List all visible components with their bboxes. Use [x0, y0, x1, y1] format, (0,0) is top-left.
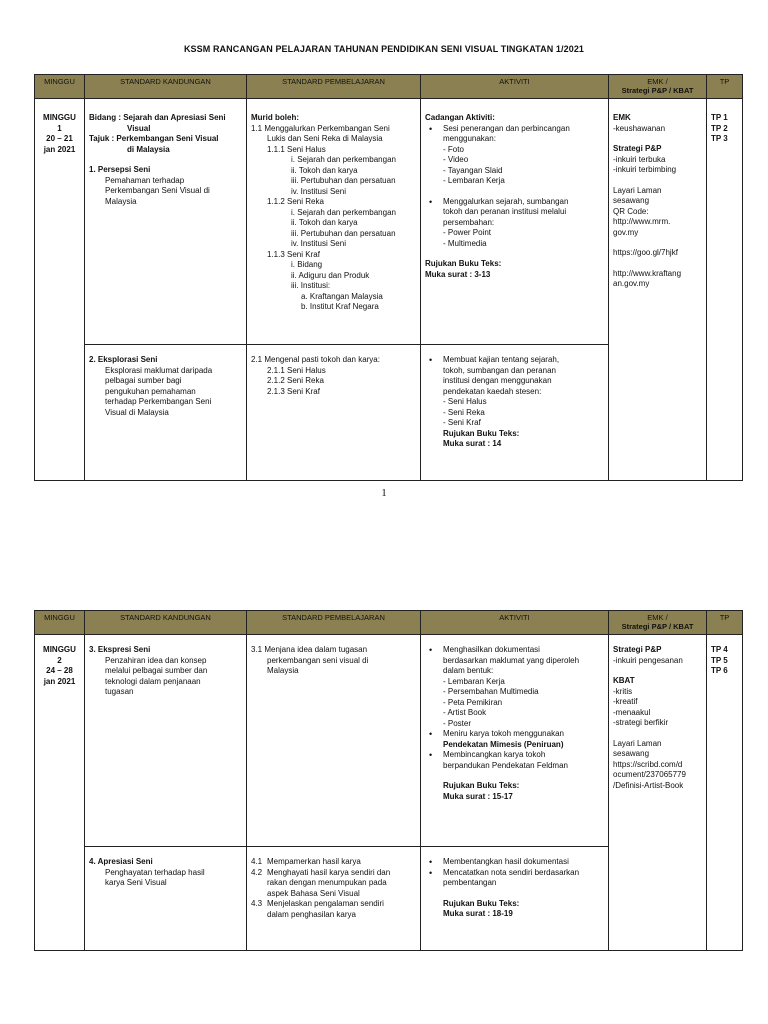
- emk-line: -kritis: [613, 686, 633, 696]
- emk-line: -inkuiri terbuka: [613, 154, 666, 164]
- emk-line: gov.my: [613, 227, 639, 237]
- item-text: Mempamerkan hasil karya: [267, 857, 361, 866]
- spacer: [613, 259, 702, 269]
- list-item: • Membentangkan hasil dokumentasi: [425, 857, 604, 868]
- list-item: [251, 857, 416, 868]
- emk-cell: [609, 99, 707, 481]
- standard-kandungan-cell: 4. Apresiasi Seni Penghayatan terhadap hasil karya Seni Visual: [85, 847, 247, 951]
- emk-line: Layari Laman: [613, 738, 662, 748]
- header-aktiviti: AKTIVITI: [421, 75, 609, 99]
- header-emk: EMK / Strategi P&P / KBAT: [609, 611, 707, 635]
- header-minggu: MINGGU: [35, 75, 85, 99]
- week-cell: MINGGU 2 24 – 28 jan 2021: [35, 635, 85, 951]
- emk-line: -inkuiri pengesanan: [613, 655, 683, 665]
- header-row: [35, 75, 743, 99]
- page-number: 1: [381, 487, 387, 499]
- header-row: [35, 611, 743, 635]
- list-item: • Membuat kajian tentang sejarah, tokoh, sumbangan dan peranan institusi dengan menggunakan pendekatan kaedah stesen: - Seni Halus - Seni Reka - Seni Kraf Rujukan Buku Teks: Muka surat : 14: [425, 355, 604, 450]
- spacer: [613, 238, 702, 248]
- week-cell: MINGGU 1 20 – 21 jan 2021: [35, 99, 85, 481]
- emk-line: sesawang: [613, 196, 650, 205]
- standard-kandungan-cell: 3. Ekspresi Seni Penzahiran idea dan konsep melalui pelbagai sumber dan teknologi dalam penjanaan tugasan: [85, 635, 247, 847]
- emk-line: /Definisi-Artist-Book: [613, 780, 684, 790]
- list-item: • Sesi penerangan dan perbincangan menggunakan: - Foto - Video - Tayangan Slaid - Lembaran Kerja: [425, 124, 604, 187]
- emk-line: https://goo.gl/7hjkf: [613, 248, 678, 257]
- list-item: [251, 899, 416, 920]
- emk-line: https://scribd.com/d: [613, 759, 683, 769]
- list-item: • Mencatatkan nota sendiri berdasarkan pembentangan: [425, 868, 604, 889]
- header-tp: TP: [707, 75, 743, 99]
- emk-line: an.gov.my: [613, 279, 650, 288]
- emk-line: Strategi P&P: [613, 144, 662, 153]
- emk-cell: [609, 635, 707, 951]
- standard-pembelajaran-cell: [247, 847, 421, 951]
- emk-line: Strategi P&P: [613, 645, 662, 654]
- list-item: • Meniru karya tokoh menggunakan Pendekatan Mimesis (Peniruan): [425, 729, 604, 750]
- emk-line: -keushawanan: [613, 123, 666, 133]
- spacer: [613, 176, 702, 186]
- standard-pembelajaran-cell: 2.1 Mengenal pasti tokoh dan karya: 2.1.1 Seni Halus 2.1.2 Seni Reka 2.1.3 Seni Kraf: [247, 345, 421, 481]
- item-text: dalam penghasilan karya: [267, 909, 356, 919]
- emk-line: -kreatif: [613, 697, 638, 706]
- emk-line: QR Code:: [613, 206, 649, 216]
- header-standard-kandungan: STANDARD KANDUNGAN: [85, 611, 247, 635]
- spacer: [613, 729, 702, 739]
- standard-pembelajaran-cell: 3.1 Menjana idea dalam tugasan perkembangan seni visual di Malaysia: [247, 635, 421, 847]
- spacer: [613, 134, 702, 144]
- list-item: • Membincangkan karya tokoh berpandukan Pendekatan Feldman: [425, 750, 604, 771]
- header-emk: EMK / Strategi P&P / KBAT: [609, 75, 707, 99]
- item-text: Menjelaskan pengalaman sendiri: [267, 899, 384, 908]
- standard-kandungan-cell: 2. Eksplorasi Seni Eksplorasi maklumat daripada pelbagai sumber bagi pengukuhan pemahaman terhadap Perkembangan Seni Visual di Malaysia: [85, 345, 247, 481]
- lesson-plan-table-week-2: [34, 610, 743, 951]
- emk-line: EMK: [613, 113, 631, 122]
- standard-pembelajaran-cell: Murid boleh: 1.1 Menggalurkan Perkembangan Seni Lukis dan Seni Reka di Malaysia 1.1.1 Seni Halus i. Sejarah dan perkembangan ii. Tokoh dan karya iii. Pertubuhan dan persatuan iv. Institusi Seni 1.1.2 Seni Reka i. Sejarah dan perkembangan ii. Tokoh dan karya iii. Pertubuhan dan persatuan iv. Institusi Seni 1.1.3 Seni Kraf i. Bidang ii. Adiguru dan Produk iii. Institusi: a. Kraftangan Malaysia b. Institut Kraf Negara: [247, 99, 421, 345]
- document-title: KSSM RANCANGAN PELAJARAN TAHUNAN PENDIDIKAN SENI VISUAL TINGKATAN 1/2021: [183, 44, 585, 54]
- item-number: 4.1: [251, 857, 263, 866]
- aktiviti-cell: • Menghasilkan dokumentasi berdasarkan maklumat yang diperoleh dalam bentuk: - Lembaran Kerja - Persembahan Multimedia - Peta Pemikiran - Artist Book - Poster • Meniru karya tokoh menggunakan Pendekatan Mimesis (Peniruan) • Membincangkan karya tokoh berpandukan Pendekatan Feldman Rujukan Buku Teks: Muka surat : 15-17: [421, 635, 609, 847]
- emk-line: -menaakul: [613, 707, 651, 717]
- spacer: [613, 666, 702, 676]
- tp-cell: TP 4 TP 5 TP 6: [707, 635, 743, 951]
- header-tp: TP: [707, 611, 743, 635]
- aktiviti-cell: • Membentangkan hasil dokumentasi • Mencatatkan nota sendiri berdasarkan pembentangan Rujukan Buku Teks: Muka surat : 18-19: [421, 847, 609, 951]
- emk-line: KBAT: [613, 676, 635, 685]
- emk-line: Layari Laman: [613, 185, 662, 195]
- sk-heading: 2. Eksplorasi Seni: [89, 355, 158, 364]
- emk-line: sesawang: [613, 749, 650, 758]
- aktiviti-cell: [421, 345, 609, 481]
- item-number: 4.2: [251, 867, 263, 877]
- table-row: [35, 99, 743, 345]
- header-standard-pembelajaran: STANDARD PEMBELAJARAN: [247, 75, 421, 99]
- emk-line: http://www.mrm.: [613, 217, 671, 226]
- sk-heading: 1. Persepsi Seni: [89, 165, 151, 174]
- sk-heading: 3. Ekspresi Seni: [89, 645, 151, 654]
- header-standard-pembelajaran: STANDARD PEMBELAJARAN: [247, 611, 421, 635]
- header-standard-kandungan: STANDARD KANDUNGAN: [85, 75, 247, 99]
- header-minggu: MINGGU: [35, 611, 85, 635]
- list-item: [251, 868, 416, 900]
- emk-line: -strategi berfikir: [613, 718, 669, 727]
- emk-line: ocument/237065779: [613, 770, 686, 779]
- list-item: • Menghasilkan dokumentasi berdasarkan maklumat yang diperoleh dalam bentuk: - Lembaran Kerja - Persembahan Multimedia - Peta Pemikiran - Artist Book - Poster: [425, 645, 604, 729]
- header-aktiviti: AKTIVITI: [421, 611, 609, 635]
- item-text: aspek Bahasa Seni Visual: [267, 888, 360, 898]
- tp-cell: TP 1 TP 2 TP 3: [707, 99, 743, 481]
- item-number: 4.3: [251, 899, 263, 908]
- item-text: rakan dengan menumpukan pada: [267, 878, 387, 887]
- standard-kandungan-cell: Bidang : Sejarah dan Apresiasi Seni Visual Tajuk : Perkembangan Seni Visual di Malaysia 1. Persepsi Seni Pemahaman terhadap Perkembangan Seni Visual di Malaysia: [85, 99, 247, 345]
- emk-line: -inkuiri terbimbing: [613, 165, 677, 174]
- item-text: Menghayati hasil karya sendiri dan: [267, 867, 391, 877]
- aktiviti-cell: Cadangan Aktiviti: • Sesi penerangan dan perbincangan menggunakan: - Foto - Video - Tayangan Slaid - Lembaran Kerja • Menggalurkan sejarah, sumbangan tokoh dan peranan institusi melalui persembahan: - Power Point - Multimedia Rujukan Buku Teks: Muka surat : 3-13: [421, 99, 609, 345]
- lesson-plan-table-week-1: [34, 74, 743, 481]
- table-row: [35, 635, 743, 847]
- sk-heading: 4. Apresiasi Seni: [89, 857, 153, 866]
- list-item: • Menggalurkan sejarah, sumbangan tokoh dan peranan institusi melalui persembahan: - Power Point - Multimedia: [425, 197, 604, 250]
- emk-line: http://www.kraftang: [613, 268, 682, 278]
